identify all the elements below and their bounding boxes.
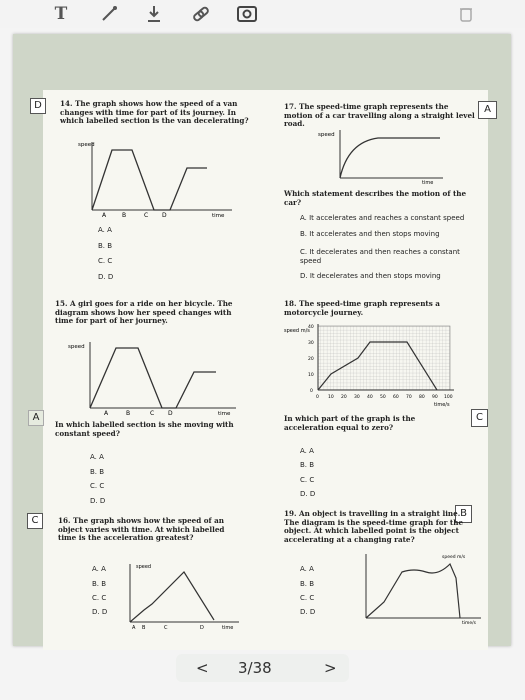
q15-point-b: B xyxy=(126,410,131,416)
q15-option-b[interactable]: B. B xyxy=(90,468,105,476)
q14-point-a: A xyxy=(102,212,107,218)
q19-xlabel: time/s xyxy=(462,621,477,626)
q17-option-d[interactable]: D. It decelerates and then stops moving xyxy=(300,272,441,280)
q15-answer-box[interactable]: A xyxy=(28,410,44,426)
q19-option-a[interactable]: A. A xyxy=(300,565,314,573)
pen-icon[interactable] xyxy=(98,4,120,24)
q17-answer-box[interactable]: A xyxy=(478,101,497,119)
q18-option-a[interactable]: A. A xyxy=(300,447,314,455)
q15-option-c[interactable]: C. C xyxy=(90,482,105,490)
q15-question: In which labelled section is she moving with constant speed? xyxy=(55,420,234,438)
q14-text: 14. The graph shows how the speed of a van changes with time for part of its journey. In which labelled section is the van decelerating? xyxy=(60,99,249,126)
q16-option-b[interactable]: B. B xyxy=(92,580,107,588)
q18-xtick-6: 60 xyxy=(393,395,399,400)
q15-graph xyxy=(68,338,243,416)
q18-ytick-4: 40 xyxy=(308,325,314,330)
page-indicator: 3/38 xyxy=(238,659,272,677)
q17-ylabel: speed xyxy=(318,132,335,138)
q18-ytick-2: 20 xyxy=(308,357,314,362)
q14-xlabel: time xyxy=(212,213,225,218)
q19-option-b[interactable]: B. B xyxy=(300,580,315,588)
q18-xtick-0: 0 xyxy=(316,395,319,400)
q18-xtick-8: 80 xyxy=(419,395,425,400)
q17-text: 17. The speed-time graph represents the motion of a car travelling along a straight level road. xyxy=(284,102,475,129)
highlighter-icon[interactable] xyxy=(143,4,165,24)
q16-xlabel: time xyxy=(222,625,234,630)
next-page-button[interactable]: > xyxy=(324,659,337,677)
q18-answer-box[interactable]: C xyxy=(471,409,488,427)
q14-point-b: B xyxy=(122,212,127,218)
q18-xtick-5: 50 xyxy=(380,395,386,400)
prev-page-button[interactable]: < xyxy=(196,659,209,677)
q18-option-c[interactable]: C. C xyxy=(300,476,315,484)
q15-text: 15. A girl goes for a ride on her bicycle. The diagram shows how her speed changes with time for part of her journey. xyxy=(55,299,233,326)
q19-graph xyxy=(356,550,486,626)
q18-ylabel: speed m/s xyxy=(284,328,310,334)
q19-answer-box[interactable]: B xyxy=(455,505,472,523)
q18-xtick-2: 20 xyxy=(341,395,347,400)
trash-icon[interactable] xyxy=(455,4,477,24)
q17-question: Which statement describes the motion of the car? xyxy=(284,189,467,207)
q18-xtick-3: 30 xyxy=(354,395,360,400)
q18-option-b[interactable]: B. B xyxy=(300,461,315,469)
q15-point-c: C xyxy=(150,410,155,416)
q14-graph xyxy=(72,138,237,218)
link-icon[interactable] xyxy=(190,4,212,24)
q14-answer-box[interactable]: D xyxy=(30,98,46,114)
q14-ylabel: speed xyxy=(78,142,95,148)
q15-xlabel: time xyxy=(218,411,231,416)
q18-xlabel: time/s xyxy=(434,402,450,408)
camera-icon[interactable] xyxy=(236,4,258,24)
q14-option-c[interactable]: C. C xyxy=(98,257,113,265)
q14-point-c: C xyxy=(144,212,149,218)
q19-text: 19. An object is travelling in a straight line. The diagram is the speed-time graph for the object. At which labelled point is the object accelerating at a changing rate? xyxy=(284,509,464,544)
q16-option-a[interactable]: A. A xyxy=(92,565,106,573)
q15-option-d[interactable]: D. D xyxy=(90,497,106,505)
q18-xtick-4: 40 xyxy=(367,395,373,400)
q18-text: 18. The speed-time graph represents a motorcycle journey. xyxy=(284,299,440,317)
q17-xlabel: time xyxy=(422,180,434,186)
q14-point-d: D xyxy=(162,212,167,218)
q18-xtick-7: 70 xyxy=(406,395,412,400)
q18-ytick-1: 10 xyxy=(308,373,314,378)
q14-option-d[interactable]: D. D xyxy=(98,273,114,281)
q18-graph xyxy=(284,320,474,412)
q19-ylabel: speed m/s xyxy=(442,555,466,560)
annotation-toolbar xyxy=(0,0,525,28)
q19-option-d[interactable]: D. D xyxy=(300,608,316,616)
q16-point-a: A xyxy=(132,625,136,630)
q18-question: In which part of the graph is the acceleration equal to zero? xyxy=(284,414,416,432)
q16-answer-box[interactable]: C xyxy=(27,513,43,529)
q15-point-a: A xyxy=(104,410,109,416)
page-navigator xyxy=(176,654,349,682)
text-icon[interactable]: T xyxy=(54,4,68,24)
q16-point-c: C xyxy=(164,625,168,630)
q16-graph xyxy=(124,560,244,630)
q18-option-d[interactable]: D. D xyxy=(300,490,316,498)
q17-option-b[interactable]: B. It accelerates and then stops moving xyxy=(300,230,440,238)
q18-ytick-0: 0 xyxy=(310,389,313,394)
q16-point-d: D xyxy=(200,625,204,630)
q18-xtick-10: 100 xyxy=(444,395,453,400)
q15-point-d: D xyxy=(168,410,173,416)
q14-option-b[interactable]: B. B xyxy=(98,242,113,250)
q18-xtick-9: 90 xyxy=(432,395,438,400)
q18-ytick-3: 30 xyxy=(308,341,314,346)
q17-option-c[interactable]: C. It decelerates and then reaches a constant speed xyxy=(300,248,460,265)
q18-xtick-1: 10 xyxy=(328,395,334,400)
q17-graph xyxy=(318,126,448,186)
q15-option-a[interactable]: A. A xyxy=(90,453,104,461)
q16-ylabel: speed xyxy=(136,564,152,570)
q16-point-b: B xyxy=(142,625,146,630)
q16-option-c[interactable]: C. C xyxy=(92,594,107,602)
q16-option-d[interactable]: D. D xyxy=(92,608,108,616)
q15-ylabel: speed xyxy=(68,344,85,350)
q16-text: 16. The graph shows how the speed of an object varies with time. At which labelled time is the acceleration greatest? xyxy=(58,516,225,543)
q14-option-a[interactable]: A. A xyxy=(98,226,112,234)
q19-option-c[interactable]: C. C xyxy=(300,594,315,602)
q17-option-a[interactable]: A. It accelerates and reaches a constant speed xyxy=(300,214,465,222)
